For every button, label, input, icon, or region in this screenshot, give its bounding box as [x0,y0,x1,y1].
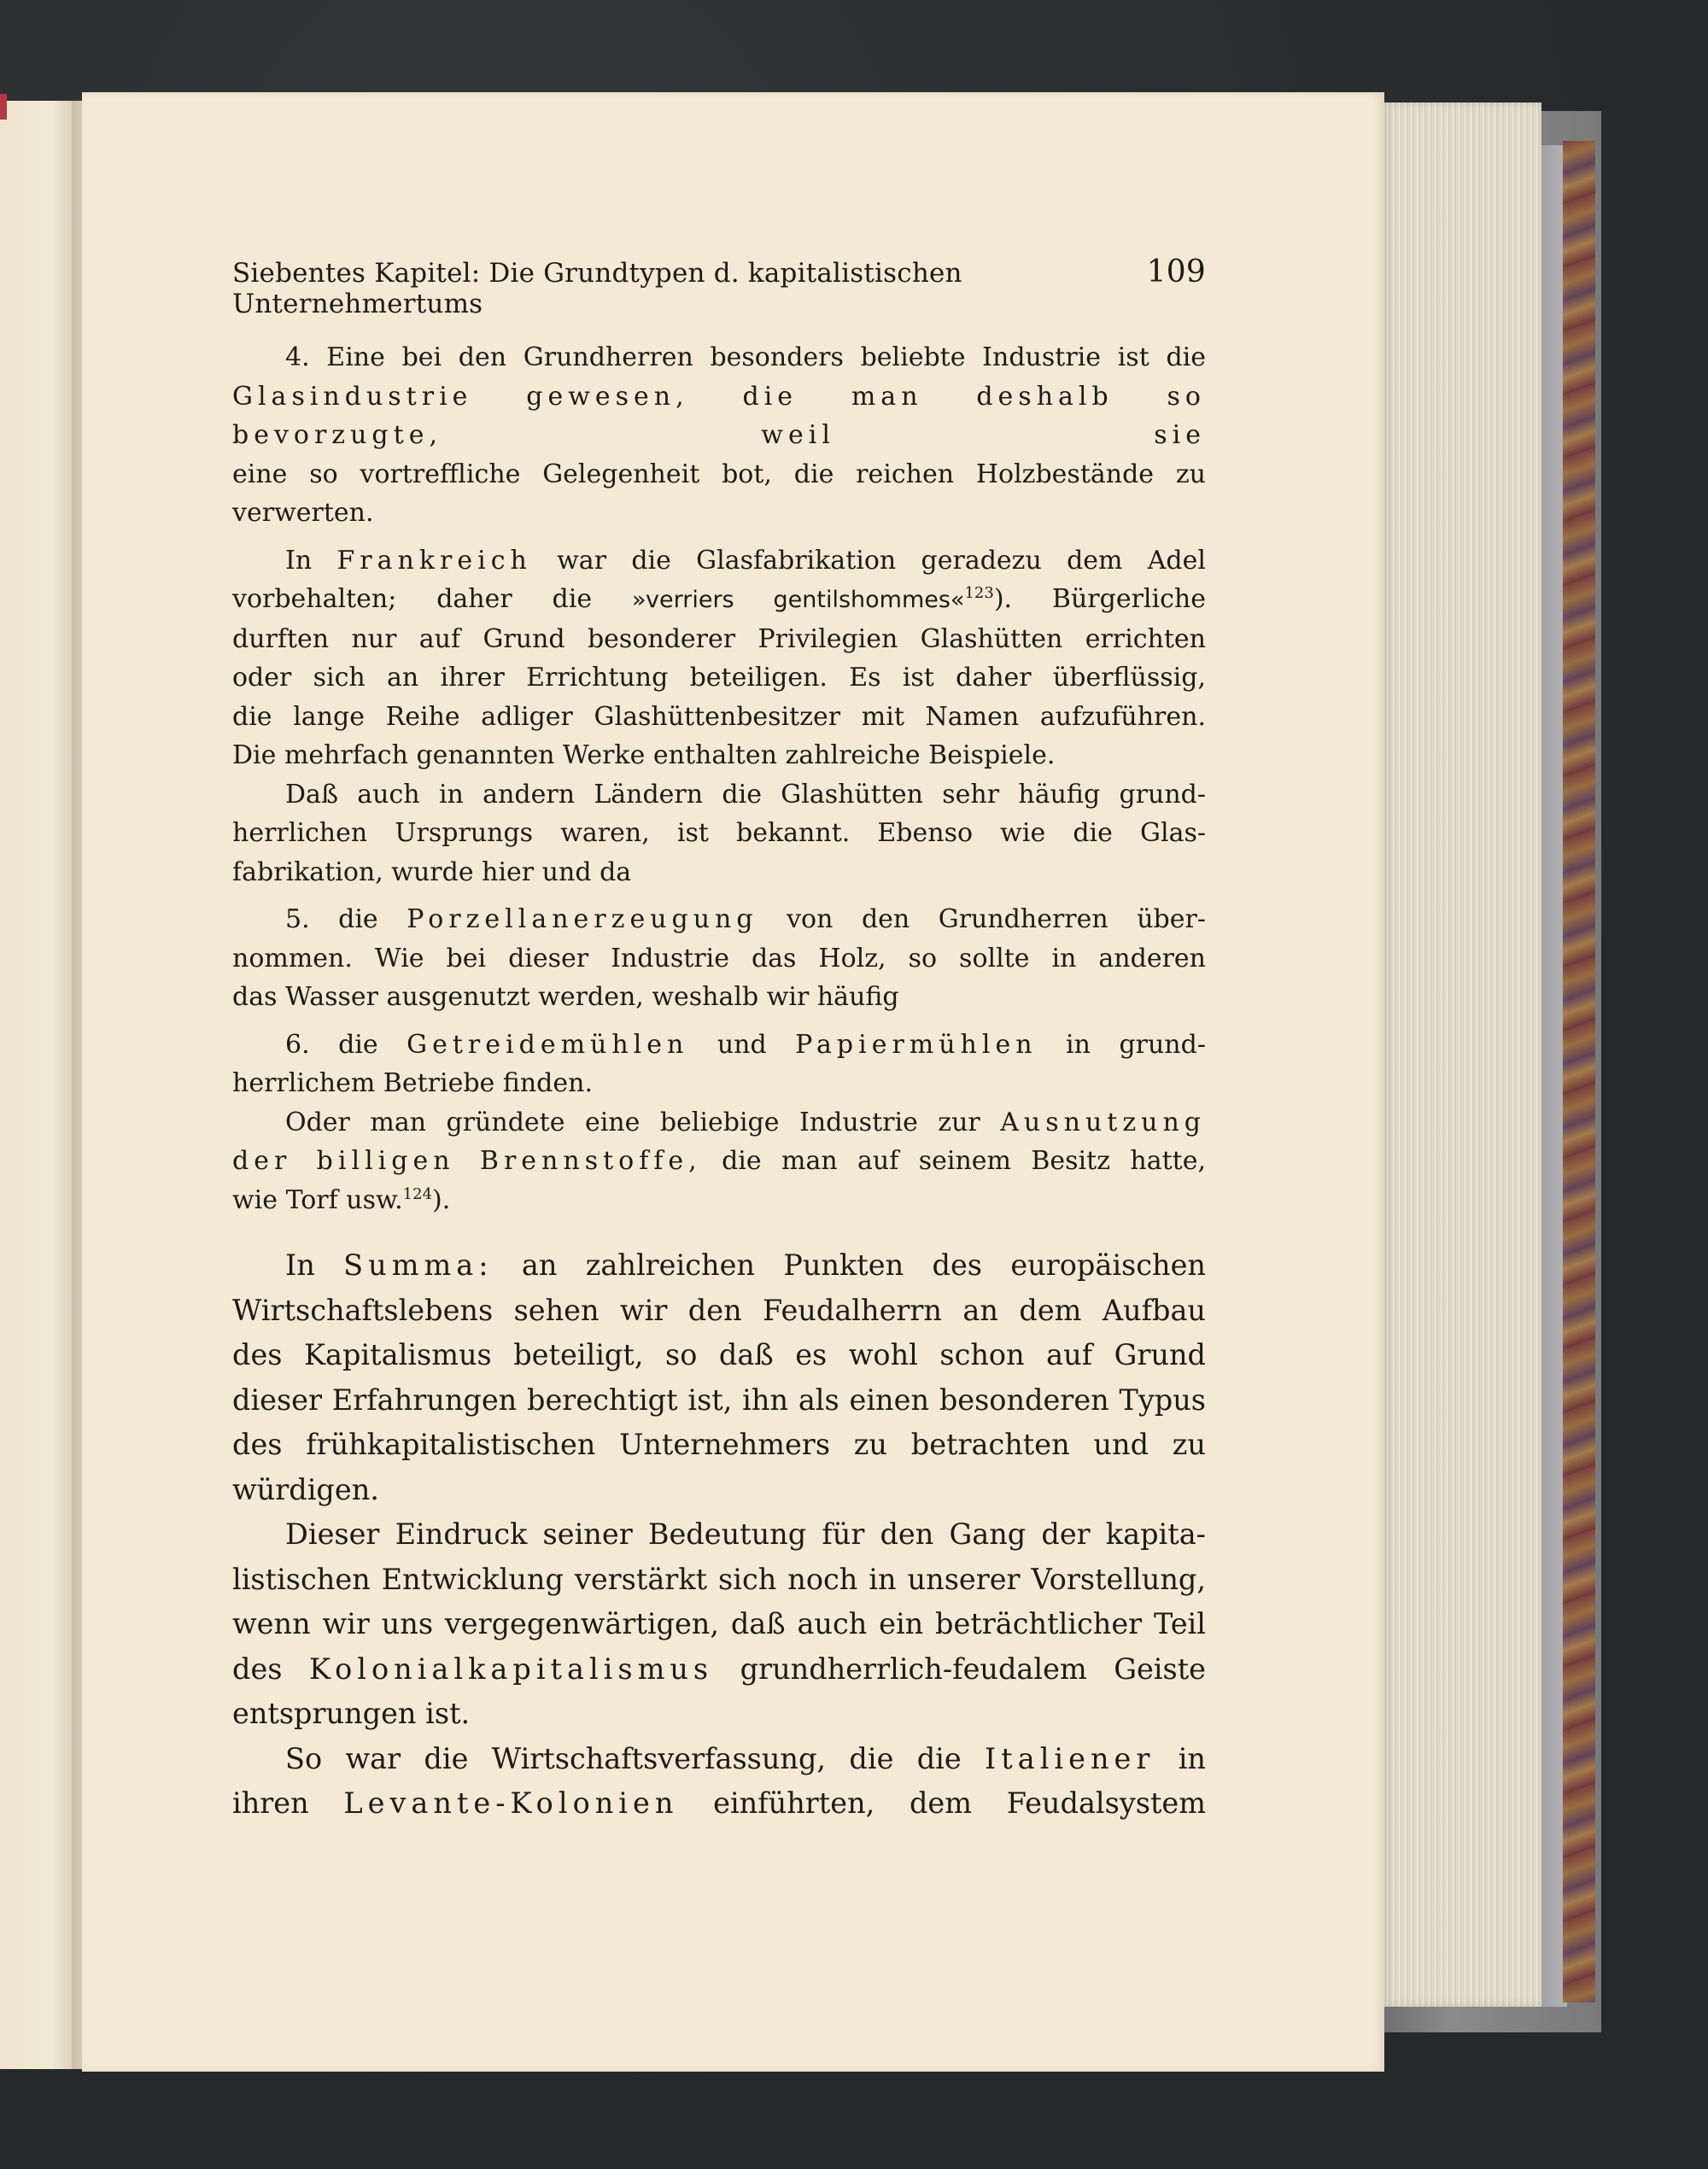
line: des frühkapitalistischen Unternehmers zu betrachten und zu [232,1428,1206,1461]
line: wie Torf usw.$^{124}$). [232,1184,451,1215]
line: ihren Levante-Kolonien einführten, dem Feudalsystem [232,1786,1207,1820]
line: listischen Entwicklung verstärkt sich noch in unserer Vorstellung, [232,1562,1206,1596]
page-edges [1379,102,1541,2007]
line: der billigen Brennstoffe, die man auf seinem Besitz hatte, [232,1146,1206,1176]
page-number: 109 [1146,254,1206,289]
line: 4. Eine bei den Grundherren besonders beliebte Industrie ist die [285,342,1206,372]
line: dieser Erfahrungen berechtigt ist, ihn als einen besonderen Typus [232,1383,1206,1417]
running-head [232,254,1206,319]
line: 6. die Getreidemühlen und Papiermühlen in grund- [285,1029,1206,1060]
bookmark-ribbon [0,94,7,120]
line: Wirtschaftslebens sehen wir den Feudalherrn an dem Aufbau [232,1293,1206,1327]
line: Die mehrfach genannten Werke enthalten zahlreiche Beispiele. [232,740,1056,770]
line: nommen. Wie bei dieser Industrie das Holz, so sollte in anderen [232,943,1206,973]
page-text [232,254,1206,1827]
line: fabrikation, wurde hier und da [232,856,632,887]
line: herrlichen Ursprungs waren, ist bekannt. Ebenso wie die Glas- [232,818,1206,848]
line: würdigen. [232,1472,379,1506]
line: des Kolonialkapitalismus grundherrlich-feudalem Geiste [232,1652,1206,1686]
line: entsprungen ist. [232,1697,471,1730]
main-text-section [232,1243,1206,1827]
line: oder sich an ihrer Errichtung beteiligen. Es ist daher überflüssig, [232,663,1206,693]
line: verwerten. [232,498,374,528]
marbled-endpaper [1563,141,1595,2002]
line: In Summa: an zahlreichen Punkten des europäischen [285,1248,1206,1282]
line: Glasindustrie gewesen, die man deshalb so bevorzugte, weil sie [232,381,1206,450]
line: durften nur auf Grund besonderer Privilegien Glashütten errichten [232,623,1206,654]
line: Dieser Eindruck seiner Bedeutung für den Gang der kapita- [285,1517,1206,1551]
line: 5. die Porzellanerzeugung von den Grundherren über- [285,904,1206,934]
small-print-section [232,338,1206,1219]
chapter-title: Siebentes Kapitel: Die Grundtypen d. kapitalistischen Unternehmertums [232,258,962,319]
line: So war die Wirtschaftsverfassung, die die Italiener in [285,1741,1206,1775]
right-page [82,92,1384,2072]
line: Oder man gründete eine beliebige Industrie zur Ausnutzung [285,1107,1206,1137]
left-page [0,101,73,2069]
line: die lange Reihe adliger Glashüttenbesitzer mit Namen aufzuführen. [232,701,1206,732]
line: Daß auch in andern Ländern die Glashütten sehr häufig grund- [285,779,1206,810]
line: das Wasser ausgenutzt werden, weshalb wir häufig [232,982,899,1012]
line: vorbehalten; daher die »verriers gentilshommes«$^{123}$). Bürgerliche [232,584,1206,614]
line: herrlichem Betriebe finden. [232,1068,593,1098]
line: In Frankreich war die Glasfabrikation geradezu dem Adel [285,545,1206,576]
line: eine so vortreffliche Gelegenheit bot, die reichen Holzbestände zu [232,459,1206,489]
line: wenn wir uns vergegenwärtigen, daß auch ein beträchtlicher Teil [232,1607,1206,1640]
line: des Kapitalismus beteiligt, so daß es wohl schon auf Grund [232,1338,1206,1371]
